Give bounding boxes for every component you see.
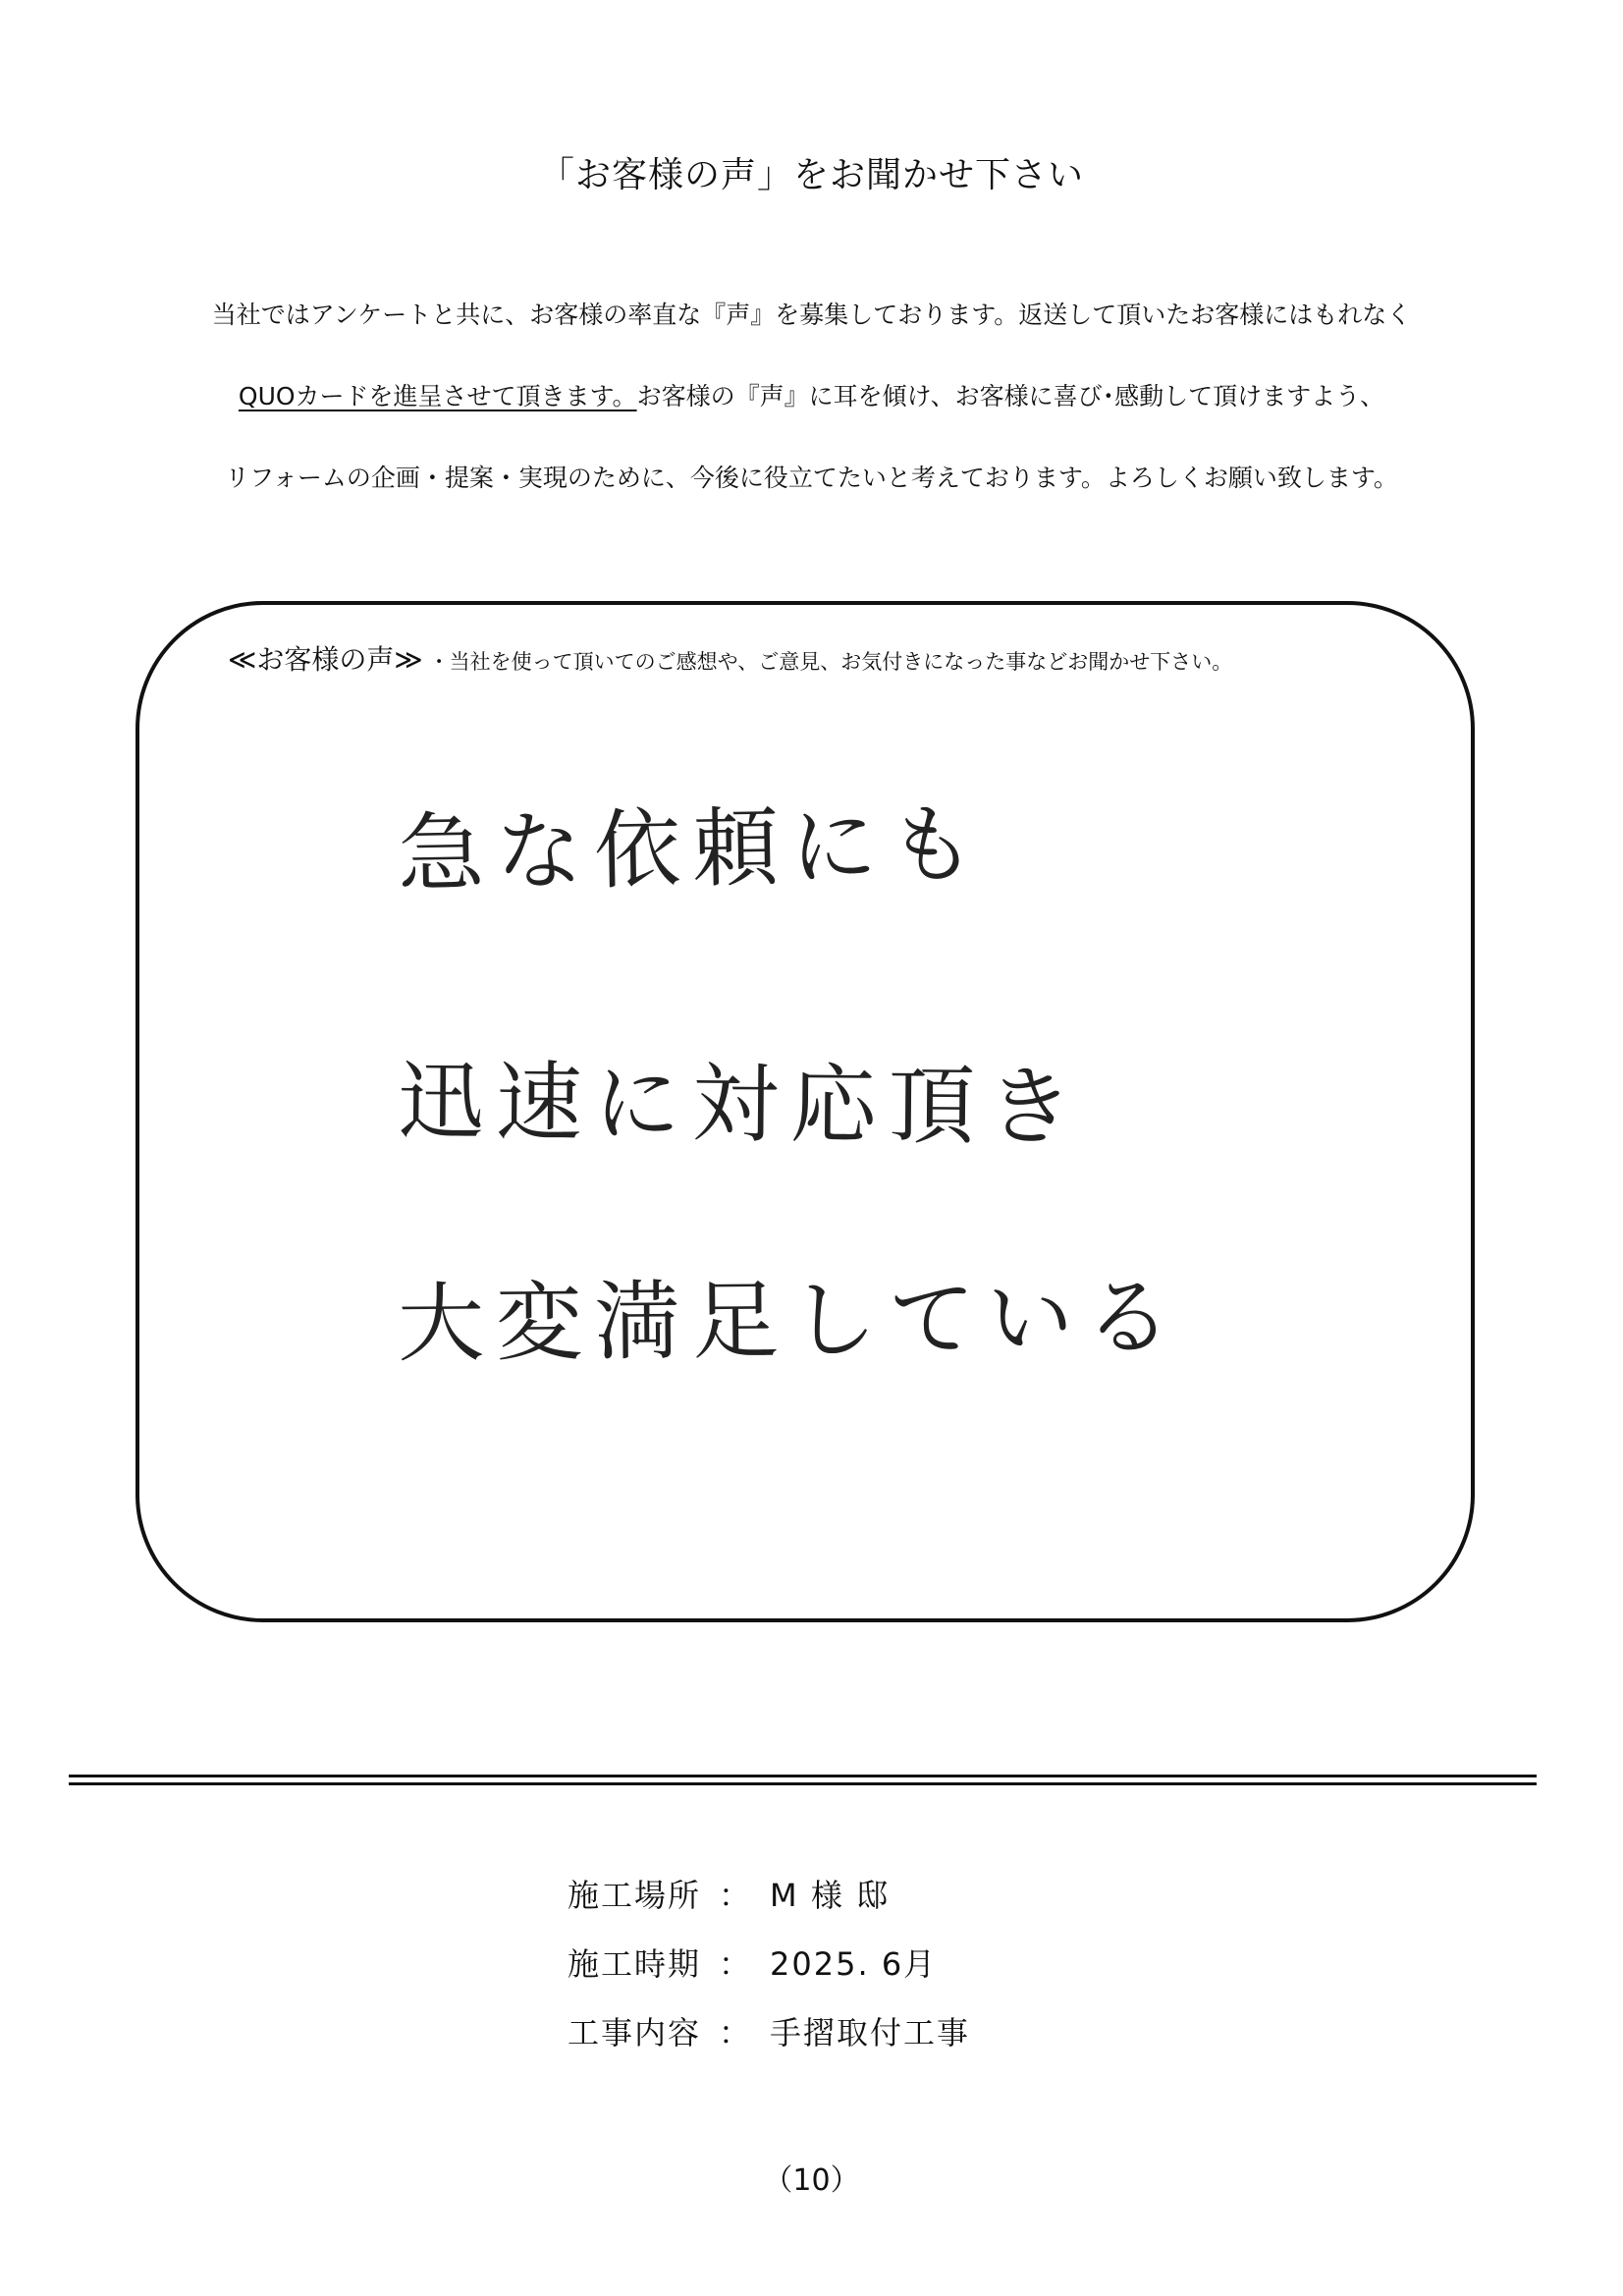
intro-line-3: リフォームの企画・提案・実現のために、今後に役立てたいと考えております。よろしくお願い致します。 xyxy=(225,464,1398,492)
intro-line-1: 当社ではアンケートと共に、お客様の率直な『声』を募集しております。返送して頂いたお客様にはもれなく xyxy=(211,301,1412,329)
construction-content-label: 工事内容 xyxy=(568,2014,702,2051)
intro-line-2 xyxy=(0,377,1623,412)
intro-line-2-rest: お客様の『声』に耳を傾け、お客様に喜び･感動して頂けますよう、 xyxy=(636,382,1385,410)
quo-card-notice: QUOカードを進呈させて頂きます。 xyxy=(238,382,637,410)
separator: ： xyxy=(719,1877,753,1914)
page-title: 「お客様の声」をお聞かせ下さい xyxy=(538,155,1084,195)
separator: ： xyxy=(719,1945,753,1983)
construction-period-value: 2025. 6月 xyxy=(770,1945,938,1983)
construction-location-label: 施工場所 xyxy=(568,1877,702,1914)
separator: ： xyxy=(719,2014,753,2051)
voice-box-heading: ≪お客様の声≫ xyxy=(228,643,423,676)
construction-content-row xyxy=(568,2008,970,2053)
divider-line-bottom xyxy=(69,1782,1537,1785)
construction-location-row xyxy=(568,1871,890,1916)
handwritten-comment-line-3: 大変満足している xyxy=(397,1266,1184,1375)
divider-line-top xyxy=(69,1775,1537,1777)
voice-box-instruction: ・当社を使って頂いてのご感想や、ご意見、お気付きになった事などお聞かせ下さい。 xyxy=(428,650,1233,674)
construction-location-value: M 様 邸 xyxy=(770,1877,890,1914)
construction-period-row xyxy=(568,1940,937,1985)
handwritten-comment-line-1: 急な依頼にも xyxy=(397,793,988,905)
page-number: （10） xyxy=(763,2163,860,2198)
construction-content-value: 手摺取付工事 xyxy=(770,2014,971,2051)
construction-period-label: 施工時期 xyxy=(568,1945,702,1983)
handwritten-comment-line-2: 迅速に対応頂き xyxy=(397,1050,1086,1159)
voice-box-header xyxy=(228,638,1232,678)
